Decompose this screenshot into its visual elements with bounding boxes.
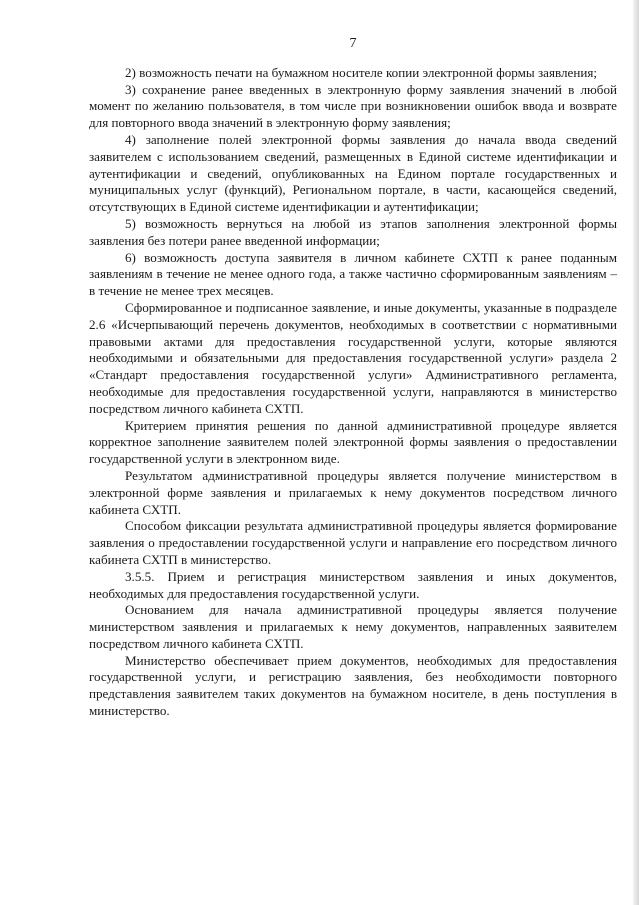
paragraph: Способом фиксации результата административной процедуры является формирование заявления о предоставлении государственной услуги и направление его посредством личного кабинета СХТП в министерство. (89, 518, 617, 567)
page-edge-shadow (633, 0, 639, 905)
body-text (89, 65, 617, 720)
paragraph: 6) возможность доступа заявителя в личном кабинете СХТП к ранее поданным заявлениям в течение не менее одного года, а также частично сформированным заявлениям – в течение не менее трех месяцев. (89, 249, 617, 299)
paragraph: Результатом административной процедуры является получение министерством в электронной форме заявления и прилагаемых к нему документов посредством личного кабинета СХТП. (89, 467, 617, 517)
paragraph: Основанием для начала административной процедуры является получение министерством заявления и прилагаемых к нему документов, направленных заявителем посредством личного кабинета СХТП. (89, 602, 617, 651)
paragraph: Критерием принятия решения по данной административной процедуре является корректное заполнение заявителем полей электронной формы заявления о предоставлении государственной услуги в электронном виде. (89, 417, 617, 467)
paragraph: 4) заполнение полей электронной формы заявления до начала ввода сведений заявителем с использованием сведений, размещенных в Единой системе идентификации и аутентификации и сведений, опубликованных на Едином портале государственных и муниципальных услуг (функций), Региональном портале, в части, касающейся сведений, отсутствующих в Единой системе идентификации и аутентификации; (89, 131, 617, 215)
paragraph: 5) возможность вернуться на любой из этапов заполнения электронной формы заявления без потери ранее введенной информации; (89, 215, 617, 248)
page-number: 7 (349, 36, 357, 51)
paragraph: 3) сохранение ранее введенных в электронную форму заявления значений в любой момент по желанию пользователя, в том числе при возникновении ошибок ввода и возврате для повторного ввода значений в электронную форму заявления; (89, 81, 617, 131)
paragraph: Министерство обеспечивает прием документов, необходимых для предоставления государственной услуги, и регистрацию заявления, без необходимости повторного представления заявителем таких документов на бумажном носителе, в день поступления в министерство. (89, 652, 617, 719)
paragraph: 2) возможность печати на бумажном носителе копии электронной формы заявления; (125, 64, 598, 80)
paragraph: Сформированное и подписанное заявление, и иные документы, указанные в подразделе 2.6 «Исчерпывающий перечень документов, необходимых в соответствии с нормативными правовыми актами для предоставления государственной услуги, которые являются необходимыми и обязательными для предоставления государственной услуги» раздела 2 «Стандарт предоставления государственной услуги» Административного регламента, необходимые для предоставления государственной услуги, направляются в министерство посредством личного кабинета СХТП. (89, 299, 617, 416)
paragraph: 3.5.5. Прием и регистрация министерством заявления и иных документов, необходимых для предоставления государственной услуги. (89, 568, 617, 601)
